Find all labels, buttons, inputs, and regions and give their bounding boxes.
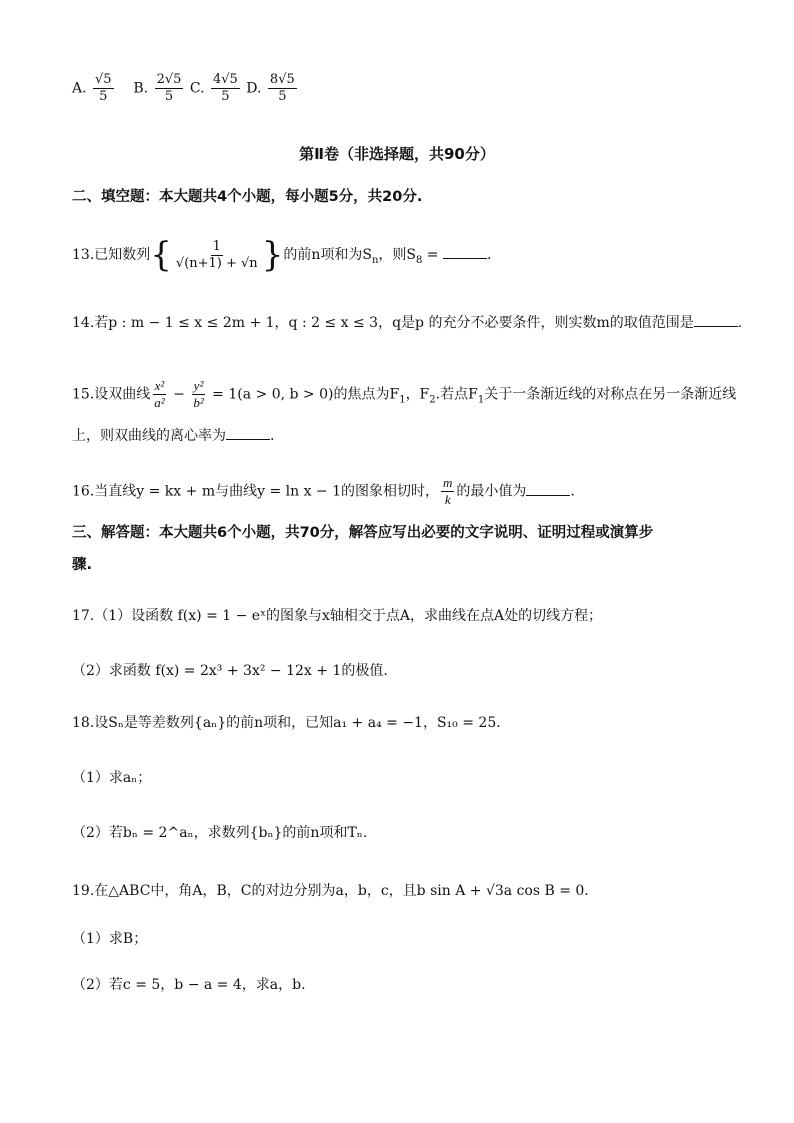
choice-a-fraction: $\frac{√5}{5}$	[95, 72, 112, 104]
q13-fraction: $\frac{1}{√(n+1) + √n}$	[175, 238, 258, 271]
question-18-part1: （1）求aₙ；	[72, 770, 152, 786]
question-14: 14.若p : m − 1 ≤ x ≤ 2m + 1，q : 2 ≤ x ≤ 3，q是p 的充分不必要条件，则实数m的取值范围是 .	[72, 312, 742, 333]
question-17-part1: 17.（1）设函数 f(x) = 1 − eˣ的图象与x轴相交于点A，求曲线在点A处的切线方程；	[72, 608, 603, 624]
question-19: 19.在△ABC中，角A，B，C的对边分别为a，b，c，且b sin A + √3a cos B = 0.	[72, 883, 589, 899]
q15-fraction-x: $\frac{\text{x²}}{\text{a²}}$	[154, 378, 165, 410]
question-19-part2: （2）若c = 5，b − a = 4，求a，b.	[72, 977, 306, 993]
question-17-part2: （2）求函数 f(x) = 2x³ + 3x² − 12x + 1的极值.	[72, 663, 388, 679]
choice-a-label: A.	[72, 80, 87, 97]
choice-d-fraction: $\frac{8√5}{5}$	[269, 72, 295, 104]
answer-blank	[443, 244, 487, 259]
question-18-part2: （2）若bₙ = 2^aₙ，求数列{bₙ}的前n项和Tₙ.	[72, 825, 368, 841]
question-19-part1: （1）求B；	[72, 931, 148, 947]
question-13: 13.已知数列{ $\frac{1}{√(n+1) + √n}$ }的前n项和为$S_n$，则$S_8$ = .	[72, 235, 492, 275]
answer-blank	[694, 312, 738, 327]
choices-row	[72, 72, 299, 105]
answer-blank	[226, 425, 270, 440]
q16-fraction: $\frac{m}{k}$	[443, 475, 453, 507]
choice-b-label: B.	[133, 80, 149, 97]
question-15-line2: 上，则双曲线的离心率为 .	[72, 425, 274, 446]
choice-c-label: C.	[189, 80, 205, 97]
choice-b-fraction: $\frac{2√5}{5}$	[156, 72, 182, 104]
section3-heading-cont: 骤.	[72, 557, 93, 573]
part-title: 第Ⅱ卷（非选择题，共90分）	[299, 145, 495, 163]
section3-heading: 三、解答题：本大题共6个小题，共70分，解答应写出必要的文字说明、证明过程或演算步	[72, 525, 654, 541]
question-18: 18.设Sₙ是等差数列{aₙ}的前n项和，已知a₁ + a₄ = −1，S₁₀ = 25.	[72, 715, 501, 731]
choice-c-fraction: $\frac{4√5}{5}$	[213, 72, 238, 104]
question-15: 15.设双曲线 $\frac{\text{x²}}{\text{a²}}$ − $\frac{\text{y²}}{\text{b²}}$ = 1(a > 0, b > 0)的焦点为$F_1$，$F_2$.若点$F_1$关于一条渐近线的对称点在另一条渐近线	[72, 378, 737, 410]
section2-heading: 二、填空题：本大题共4个小题，每小题5分，共20分.	[72, 189, 423, 205]
question-16: 16.当直线y = kx + m与曲线y = ln x − 1的图象相切时， $\frac{m}{k}$ 的最小值为 .	[72, 475, 575, 507]
choice-d-label: D.	[246, 80, 262, 97]
q15-fraction-y: $\frac{\text{y²}}{\text{b²}}$	[193, 378, 204, 410]
answer-blank	[526, 481, 570, 496]
